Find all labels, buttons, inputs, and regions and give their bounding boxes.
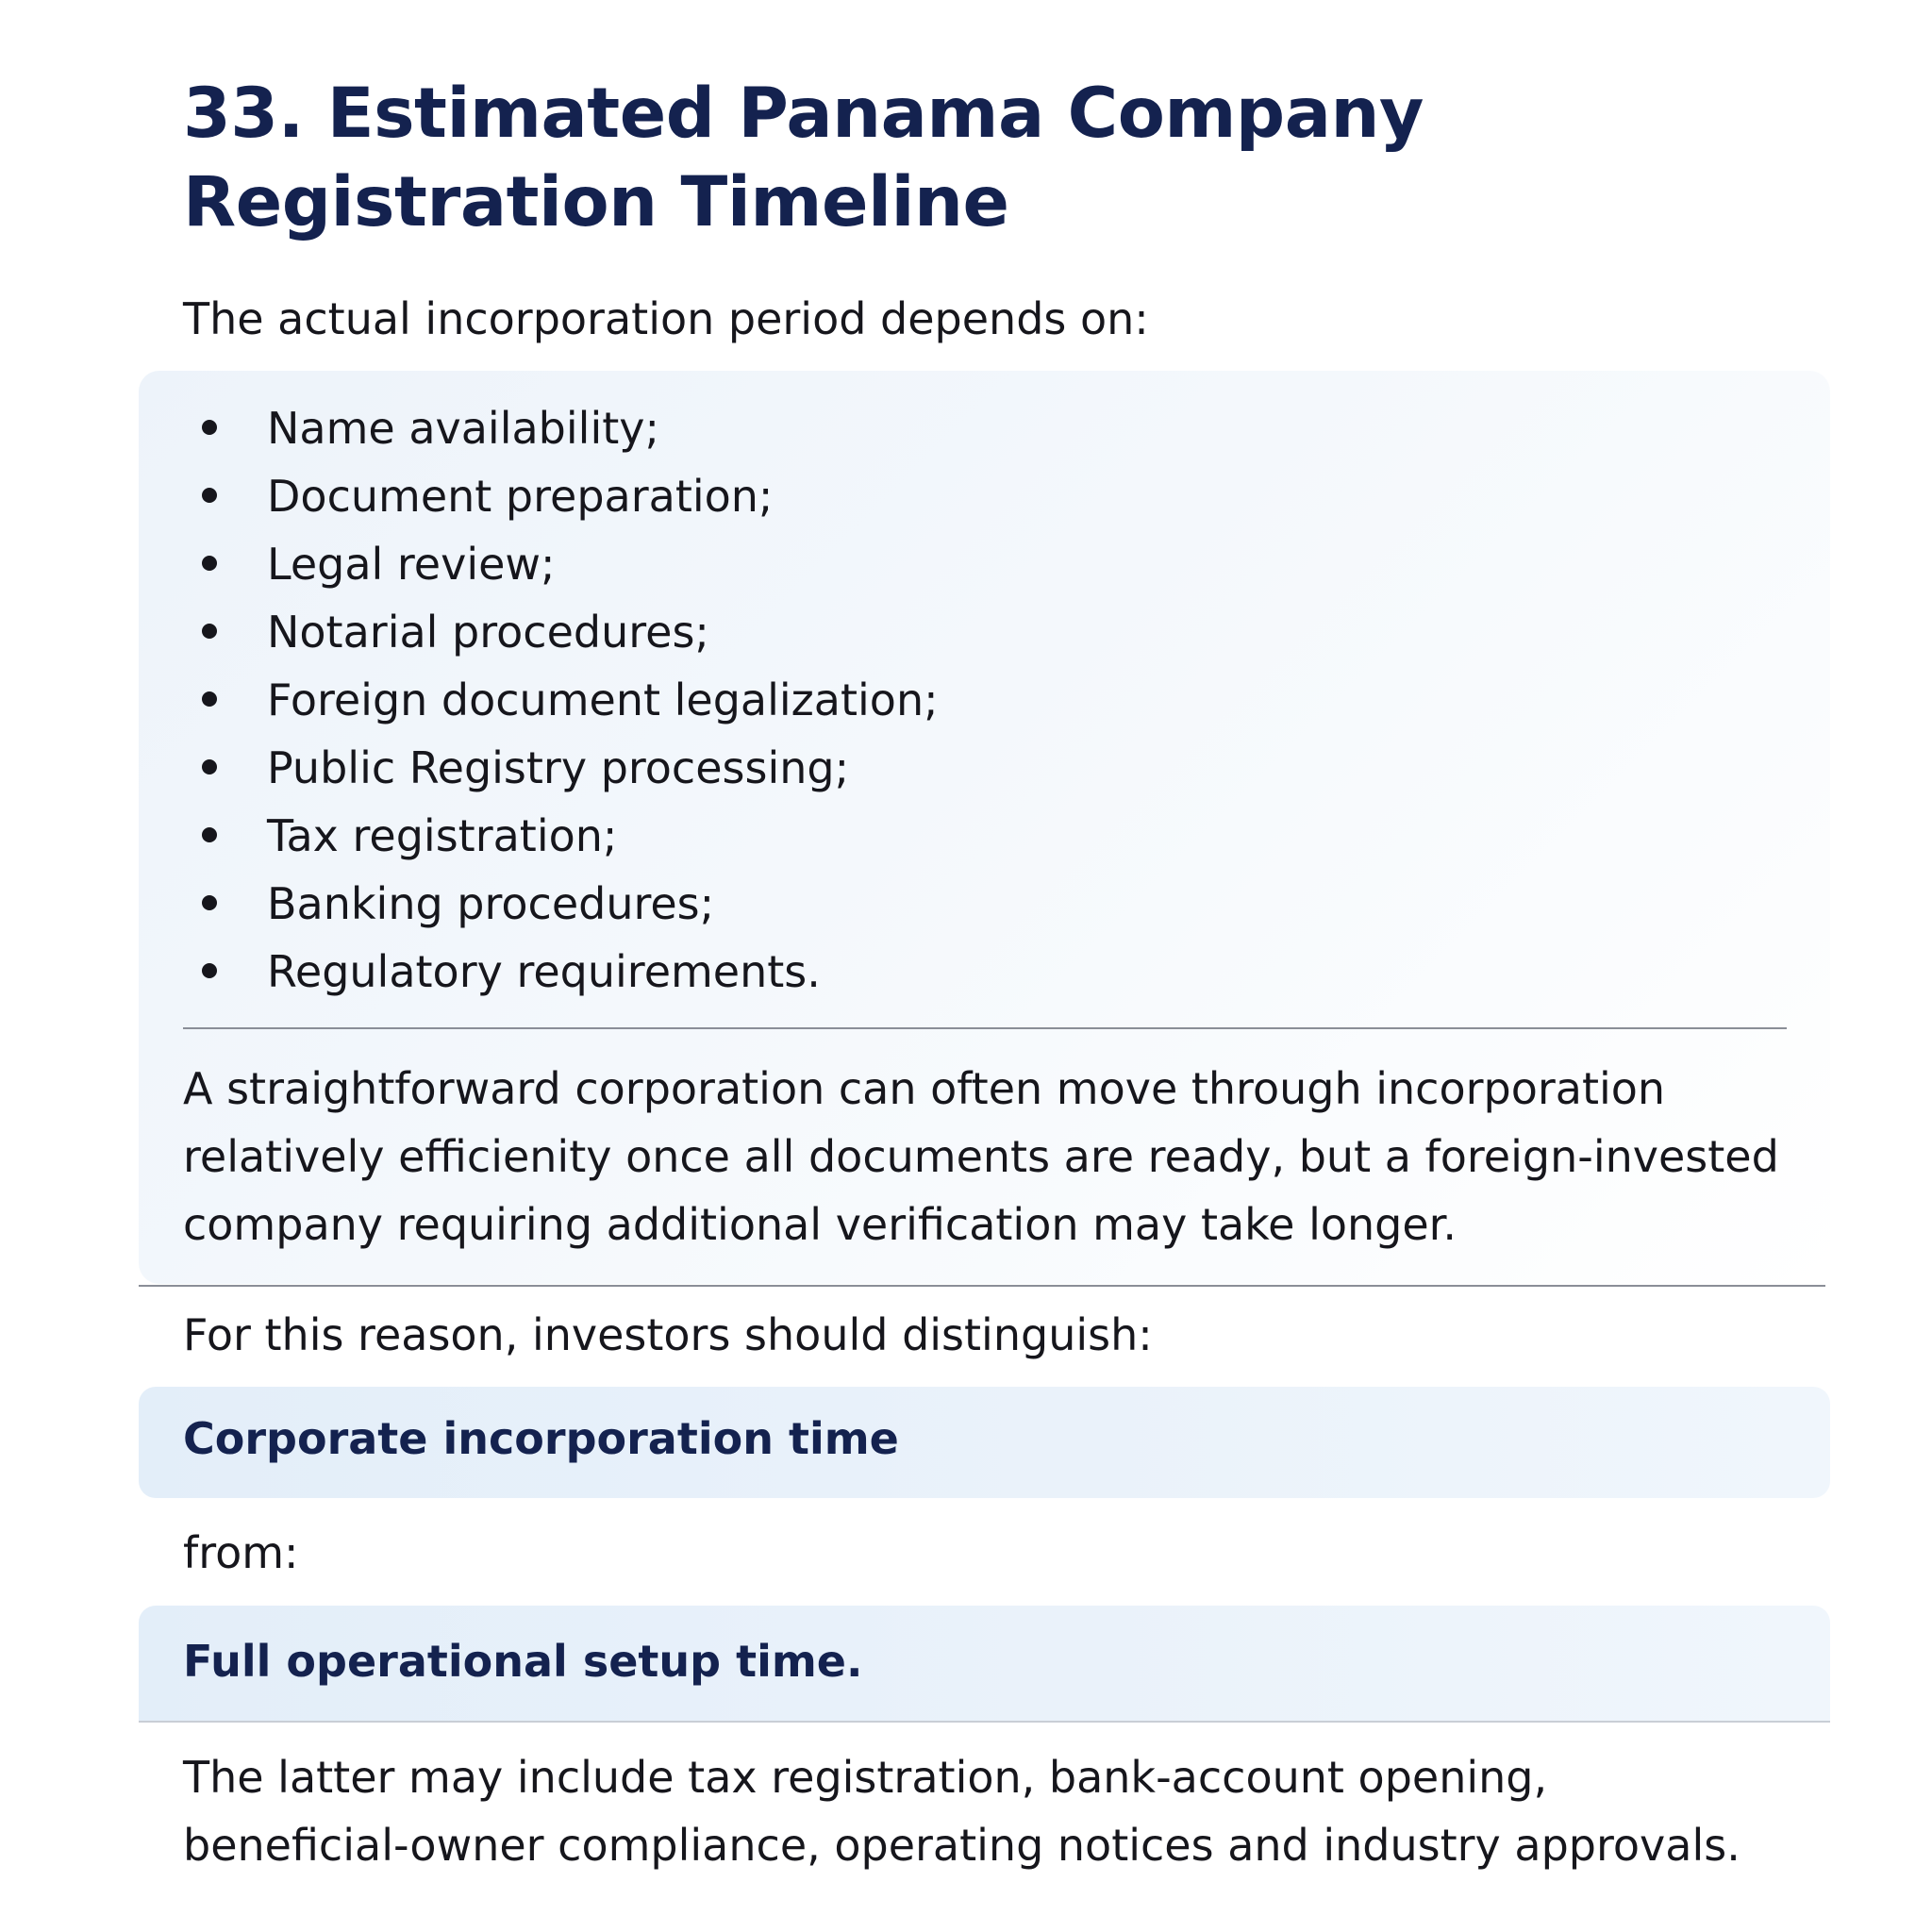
divider — [139, 1285, 1825, 1287]
highlight-label: Corporate incorporation time — [183, 1413, 899, 1464]
list-item — [183, 598, 939, 666]
closing-paragraph: The latter may include tax registration, bank-account opening, beneficial-owner compliance, operating notices and industry approvals. — [183, 1752, 1740, 1871]
list-item — [183, 530, 939, 598]
bullet-icon — [202, 895, 217, 910]
bullet-icon — [202, 759, 217, 774]
intro-text: The actual incorporation period depends on: — [183, 293, 1149, 344]
divider — [183, 1027, 1787, 1029]
list-item-label: Public Registry processing; — [267, 742, 850, 793]
list-item-label: Tax registration; — [267, 810, 618, 861]
list-item-label: Notarial procedures; — [267, 607, 709, 658]
bullet-icon — [202, 691, 217, 707]
highlight-box-incorporation — [139, 1387, 1830, 1498]
list-item — [183, 802, 939, 870]
list-item — [183, 666, 939, 734]
reason-text: For this reason, investors should distinguish: — [183, 1309, 1153, 1360]
highlight-box-operational — [139, 1606, 1830, 1722]
list-item — [183, 734, 939, 802]
list-item-label: Legal review; — [267, 539, 556, 590]
list-item-label: Foreign document legalization; — [267, 675, 939, 725]
bullet-icon — [202, 488, 217, 503]
list-item-label: Banking procedures; — [267, 878, 715, 929]
list-item-label: Document preparation; — [267, 471, 774, 522]
list-item-label: Regulatory requirements. — [267, 946, 821, 997]
summary-paragraph: A straightforward corporation can often move through incorporation relatively efficienity once all documents are ready, but a foreign-invested company requiring additional verification may take longer. — [183, 1063, 1779, 1250]
list-item — [183, 394, 939, 462]
divider — [139, 1721, 1830, 1723]
list-item-label: Name availability; — [267, 403, 659, 454]
bullet-icon — [202, 827, 217, 842]
bullet-icon — [202, 624, 217, 639]
list-item — [183, 462, 939, 530]
bullet-icon — [202, 420, 217, 435]
highlight-label: Full operational setup time. — [183, 1636, 863, 1687]
factors-list — [183, 394, 939, 1006]
page-title: 33. Estimated Panama Company Registration Timeline — [183, 74, 1424, 242]
bullet-icon — [202, 556, 217, 571]
bullet-icon — [202, 963, 217, 978]
list-item — [183, 870, 939, 938]
list-item — [183, 938, 939, 1006]
connector-text: from: — [183, 1527, 299, 1578]
